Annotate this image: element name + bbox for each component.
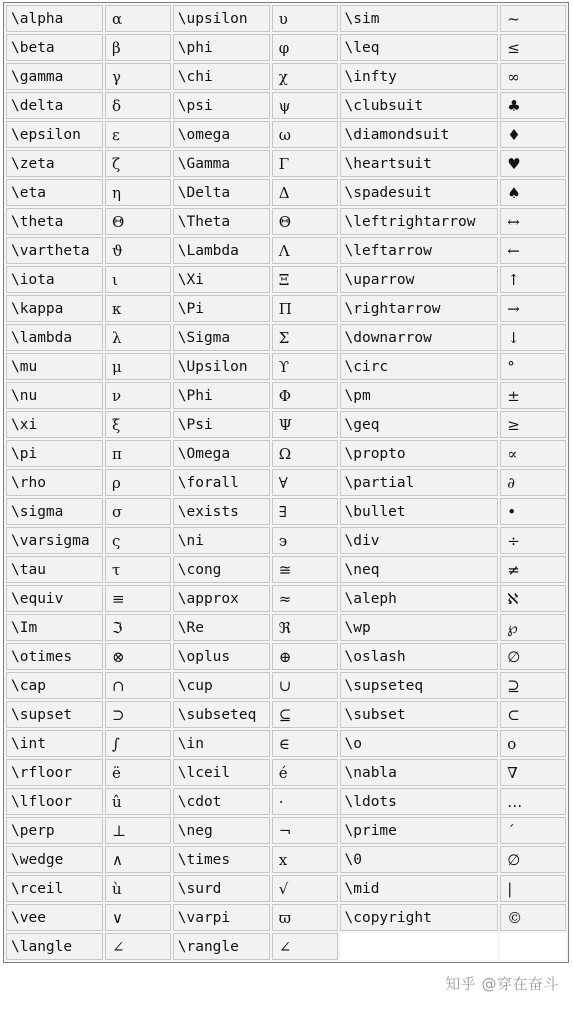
table-row [6,92,566,119]
symbol-cell: ο [500,730,566,757]
command-cell: \prime [340,817,499,844]
symbol-cell: φ [272,34,338,61]
command-cell: \Theta [173,208,270,235]
symbol-cell: υ [272,5,338,32]
symbol-cell: η [105,179,171,206]
command-cell: \supseteq [340,672,499,699]
command-cell: \Sigma [173,324,270,351]
command-cell: \zeta [6,150,103,177]
command-cell: \sim [340,5,499,32]
symbol-cell: ℵ [500,585,566,612]
symbol-cell: ♠ [500,179,566,206]
symbol-cell: ♣ [500,92,566,119]
command-cell: \vartheta [6,237,103,264]
command-cell: \leftrightarrow [340,208,499,235]
symbol-cell: ← [500,237,566,264]
symbol-cell: ν [105,382,171,409]
table-row [6,440,566,467]
symbol-cell: ⊥ [105,817,171,844]
table-row [6,730,566,757]
symbol-cell: | [500,875,566,902]
symbol-cell: ∧ [105,846,171,873]
symbol-cell: Δ [272,179,338,206]
table-row [6,150,566,177]
symbol-cell: ℜ [272,614,338,641]
symbol-cell: Σ [272,324,338,351]
symbol-cell: ⊇ [500,672,566,699]
symbol-cell: ≈ [272,585,338,612]
symbol-cell: ζ [105,150,171,177]
symbol-cell: Π [272,295,338,322]
symbol-cell: β [105,34,171,61]
symbol-cell: γ [105,63,171,90]
symbol-cell: • [500,498,566,525]
command-cell: \neq [340,556,499,583]
command-cell: \wedge [6,846,103,873]
symbol-cell: … [500,788,566,815]
command-cell: \Upsilon [173,353,270,380]
command-cell: \cap [6,672,103,699]
command-cell: \o [340,730,499,757]
table-row [6,266,566,293]
symbol-cell: ϶ [272,527,338,554]
command-cell: \leq [340,34,499,61]
symbol-cell: ∅ [500,643,566,670]
command-cell: \approx [173,585,270,612]
command-cell: \0 [340,846,499,873]
symbol-cell: ⊗ [105,643,171,670]
command-cell: \bullet [340,498,499,525]
symbol-cell: τ [105,556,171,583]
command-cell: \Phi [173,382,270,409]
symbol-cell: ∝ [500,440,566,467]
symbol-cell: δ [105,92,171,119]
symbol-table-body [6,5,566,960]
command-cell: \Re [173,614,270,641]
table-row [6,411,566,438]
command-cell: \ldots [340,788,499,815]
table-row [6,672,566,699]
command-cell: \cdot [173,788,270,815]
table-row [6,121,566,148]
symbol-cell: ↔ [500,208,566,235]
command-cell: \rangle [173,933,270,960]
command-cell: \epsilon [6,121,103,148]
symbol-cell: Φ [272,382,338,409]
command-cell: \sigma [6,498,103,525]
table-row [6,34,566,61]
symbol-cell: ° [500,353,566,380]
symbol-cell: ∇ [500,759,566,786]
command-cell: \ni [173,527,270,554]
command-cell: \surd [173,875,270,902]
command-cell: \tau [6,556,103,583]
command-cell: \pi [6,440,103,467]
command-cell: \times [173,846,270,873]
symbol-cell: ϖ [272,904,338,931]
symbol-cell: ϑ [105,237,171,264]
table-row [6,875,566,902]
symbol-cell: ι [105,266,171,293]
symbol-cell: ≤ [500,34,566,61]
table-row [6,643,566,670]
command-cell: \supset [6,701,103,728]
command-cell: \mid [340,875,499,902]
command-cell: \equiv [6,585,103,612]
command-cell: \forall [173,469,270,496]
symbol-cell: ∠ [272,933,338,960]
command-cell: \propto [340,440,499,467]
symbol-cell: ⊂ [500,701,566,728]
symbol-cell: ± [500,382,566,409]
command-cell: \lfloor [6,788,103,815]
symbol-cell: ⊃ [105,701,171,728]
command-cell: \exists [173,498,270,525]
table-row [6,179,566,206]
command-cell: \rfloor [6,759,103,786]
command-cell: \theta [6,208,103,235]
command-cell: \diamondsuit [340,121,499,148]
symbol-cell: χ [272,63,338,90]
symbol-cell: ϒ [272,353,338,380]
watermark-text: 知乎 @穿在奋斗 [445,975,559,993]
symbol-cell: → [500,295,566,322]
symbol-cell: ë [105,759,171,786]
command-cell: \iota [6,266,103,293]
table-row [6,556,566,583]
command-cell: \Lambda [173,237,270,264]
symbol-cell: κ [105,295,171,322]
command-cell: \infty [340,63,499,90]
command-cell: \partial [340,469,499,496]
table-row [6,353,566,380]
symbol-cell: ∩ [105,672,171,699]
command-cell: \phi [173,34,270,61]
symbol-cell: ≅ [272,556,338,583]
symbol-cell: Γ [272,150,338,177]
command-cell: \aleph [340,585,499,612]
symbol-cell: ♦ [500,121,566,148]
symbol-cell: Θ [272,208,338,235]
command-cell: \heartsuit [340,150,499,177]
command-cell: \omega [173,121,270,148]
symbol-cell: û [105,788,171,815]
symbol-cell: ς [105,527,171,554]
command-cell: \upsilon [173,5,270,32]
command-cell: \Delta [173,179,270,206]
table-row [6,817,566,844]
symbol-cell: ξ [105,411,171,438]
command-cell: \varpi [173,904,270,931]
symbol-cell: é [272,759,338,786]
command-cell: \rho [6,469,103,496]
table-row [6,208,566,235]
command-cell: \rightarrow [340,295,499,322]
command-cell: \leftarrow [340,237,499,264]
table-row [6,846,566,873]
command-cell: \Xi [173,266,270,293]
latex-symbol-table [4,3,568,962]
symbol-cell: λ [105,324,171,351]
table-row [6,498,566,525]
table-row [6,759,566,786]
command-cell: \spadesuit [340,179,499,206]
symbol-cell: ℑ [105,614,171,641]
command-cell: \Psi [173,411,270,438]
symbol-cell: ♥ [500,150,566,177]
command-cell: \oslash [340,643,499,670]
symbol-cell: π [105,440,171,467]
symbol-cell: ∠ [105,933,171,960]
command-cell: \lambda [6,324,103,351]
command-cell: \div [340,527,499,554]
symbol-cell: ∈ [272,730,338,757]
command-cell: \in [173,730,270,757]
symbol-cell: Θ [105,208,171,235]
table-row [6,63,566,90]
command-cell: \Omega [173,440,270,467]
symbol-cell: ∃ [272,498,338,525]
command-cell: \kappa [6,295,103,322]
command-cell: \Gamma [173,150,270,177]
empty-cell [500,933,566,960]
command-cell: \clubsuit [340,92,499,119]
symbol-cell: ε [105,121,171,148]
symbol-cell: ù [105,875,171,902]
table-row [6,5,566,32]
symbol-cell: μ [105,353,171,380]
table-row [6,585,566,612]
command-cell: \lceil [173,759,270,786]
command-cell: \circ [340,353,499,380]
command-cell: \copyright [340,904,499,931]
table-row [6,527,566,554]
symbol-cell: · [272,788,338,815]
table-row [6,237,566,264]
table-row [6,904,566,931]
command-cell: \geq [340,411,499,438]
command-cell: \neg [173,817,270,844]
symbol-cell: ≥ [500,411,566,438]
command-cell: \beta [6,34,103,61]
symbol-cell: ∪ [272,672,338,699]
symbol-cell: ω [272,121,338,148]
symbol-cell: ∞ [500,63,566,90]
table-row [6,701,566,728]
symbol-cell: Ξ [272,266,338,293]
symbol-cell: ∫ [105,730,171,757]
symbol-cell: ↑ [500,266,566,293]
command-cell: \perp [6,817,103,844]
command-cell: \Im [6,614,103,641]
command-cell: \pm [340,382,499,409]
symbol-cell: ∨ [105,904,171,931]
symbol-cell: σ [105,498,171,525]
command-cell: \uparrow [340,266,499,293]
symbol-cell: x [272,846,338,873]
command-cell: \xi [6,411,103,438]
command-cell: \downarrow [340,324,499,351]
command-cell: \nabla [340,759,499,786]
command-cell: \alpha [6,5,103,32]
symbol-cell: α [105,5,171,32]
table-row [6,614,566,641]
symbol-cell: ´ [500,817,566,844]
command-cell: \rceil [6,875,103,902]
command-cell: \subset [340,701,499,728]
command-cell: \mu [6,353,103,380]
symbol-cell: Ω [272,440,338,467]
symbol-cell: ¬ [272,817,338,844]
command-cell: \nu [6,382,103,409]
symbol-table-container [3,2,569,963]
command-cell: \varsigma [6,527,103,554]
table-row [6,295,566,322]
command-cell: \subseteq [173,701,270,728]
symbol-cell: ψ [272,92,338,119]
command-cell: \cup [173,672,270,699]
command-cell: \otimes [6,643,103,670]
command-cell: \cong [173,556,270,583]
table-row [6,469,566,496]
symbol-cell: ∀ [272,469,338,496]
symbol-cell: ⊆ [272,701,338,728]
command-cell: \Pi [173,295,270,322]
table-row [6,933,566,960]
command-cell: \eta [6,179,103,206]
symbol-cell: ∂ [500,469,566,496]
command-cell: \delta [6,92,103,119]
table-row [6,324,566,351]
empty-cell [340,933,499,960]
symbol-cell: Ψ [272,411,338,438]
table-row [6,788,566,815]
symbol-cell: ↓ [500,324,566,351]
table-row [6,382,566,409]
command-cell: \oplus [173,643,270,670]
command-cell: \chi [173,63,270,90]
command-cell: \vee [6,904,103,931]
symbol-cell: ⊕ [272,643,338,670]
symbol-cell: ÷ [500,527,566,554]
symbol-cell: ℘ [500,614,566,641]
symbol-cell: Λ [272,237,338,264]
symbol-cell: √ [272,875,338,902]
symbol-cell: ≡ [105,585,171,612]
command-cell: \int [6,730,103,757]
symbol-cell: ∅ [500,846,566,873]
command-cell: \wp [340,614,499,641]
command-cell: \gamma [6,63,103,90]
symbol-cell: ρ [105,469,171,496]
symbol-cell: ≠ [500,556,566,583]
symbol-cell: © [500,904,566,931]
command-cell: \langle [6,933,103,960]
command-cell: \psi [173,92,270,119]
symbol-cell: ~ [500,5,566,32]
